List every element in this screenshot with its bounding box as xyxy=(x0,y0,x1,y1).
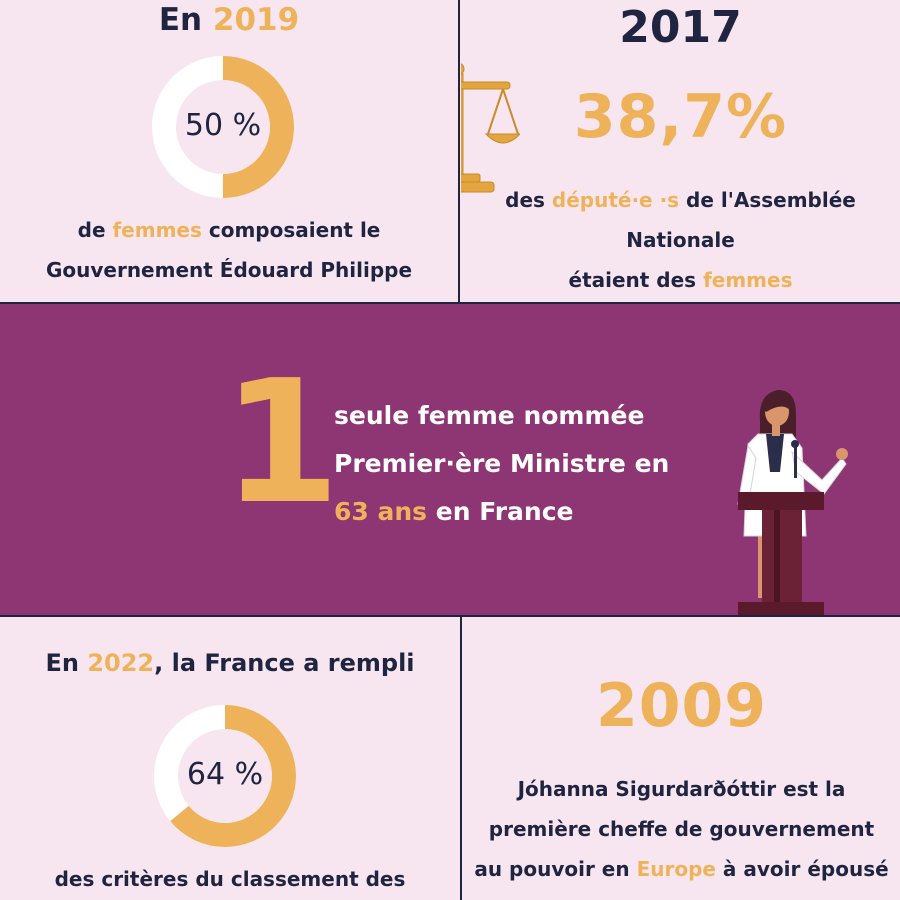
divider-top xyxy=(458,0,460,302)
band-text xyxy=(334,392,714,536)
title-year: 2019 xyxy=(212,2,300,38)
desc-line-3 xyxy=(463,849,900,889)
woman-at-podium-illustration xyxy=(730,386,855,615)
desc-prefix: des xyxy=(505,188,545,212)
year-2009: 2009 xyxy=(596,671,767,741)
title-year: 2022 xyxy=(87,649,155,677)
desc-line-3 xyxy=(461,260,900,300)
panel-2017-assembly xyxy=(461,0,900,302)
percent-38-7: 38,7% xyxy=(573,82,788,152)
title-2022 xyxy=(0,649,460,677)
desc-highlight: femmes xyxy=(703,268,793,292)
year-2017: 2017 xyxy=(619,2,742,53)
desc-prefix: de xyxy=(77,218,106,242)
title-prefix: En xyxy=(158,2,203,38)
desc-highlight: député·e ·s xyxy=(551,188,680,212)
desc-suffix: composaient le xyxy=(208,218,381,242)
desc-2009 xyxy=(463,769,900,889)
big-number-1: 1 xyxy=(222,344,341,542)
panel-2009-europe xyxy=(463,617,900,900)
title-suffix: , la France a rempli xyxy=(154,649,415,677)
donut-label: 64 % xyxy=(186,757,264,792)
divider-bottom xyxy=(460,617,462,900)
band-suffix: en France xyxy=(435,497,574,526)
band-highlight: 63 ans xyxy=(334,497,428,526)
desc-line-1 xyxy=(0,210,458,250)
desc-2017 xyxy=(461,180,900,300)
desc-prefix: étaient des xyxy=(568,268,697,292)
panel-2022-criteria xyxy=(0,617,460,900)
desc-line-1 xyxy=(461,180,900,220)
desc-line-1: Jóhanna Sigurdarðóttir est la xyxy=(517,777,846,801)
band-line-3 xyxy=(334,488,714,536)
desc-line-2: Nationale xyxy=(626,228,735,252)
desc-line-2: Gouvernement Édouard Philippe xyxy=(45,258,413,282)
title-prefix: En xyxy=(45,649,79,677)
desc-highlight: femmes xyxy=(112,218,202,242)
desc-line-2: première cheffe de gouvernement xyxy=(488,817,875,841)
panel-2019-government xyxy=(0,0,458,302)
donut-label: 50 % xyxy=(184,108,262,143)
title-2019 xyxy=(0,2,458,38)
desc-2022: des critères du classement des xyxy=(54,867,406,891)
desc-prefix: au pouvoir en xyxy=(474,857,630,881)
desc-suffix: de l'Assemblée xyxy=(686,188,856,212)
desc-suffix: à avoir épousé xyxy=(722,857,889,881)
panel-prime-minister xyxy=(0,304,900,615)
band-line-2: Premier·ère Ministre en xyxy=(334,449,670,478)
band-line-1: seule femme nommée xyxy=(334,401,645,430)
desc-2019 xyxy=(0,210,458,290)
desc-highlight: Europe xyxy=(636,857,716,881)
